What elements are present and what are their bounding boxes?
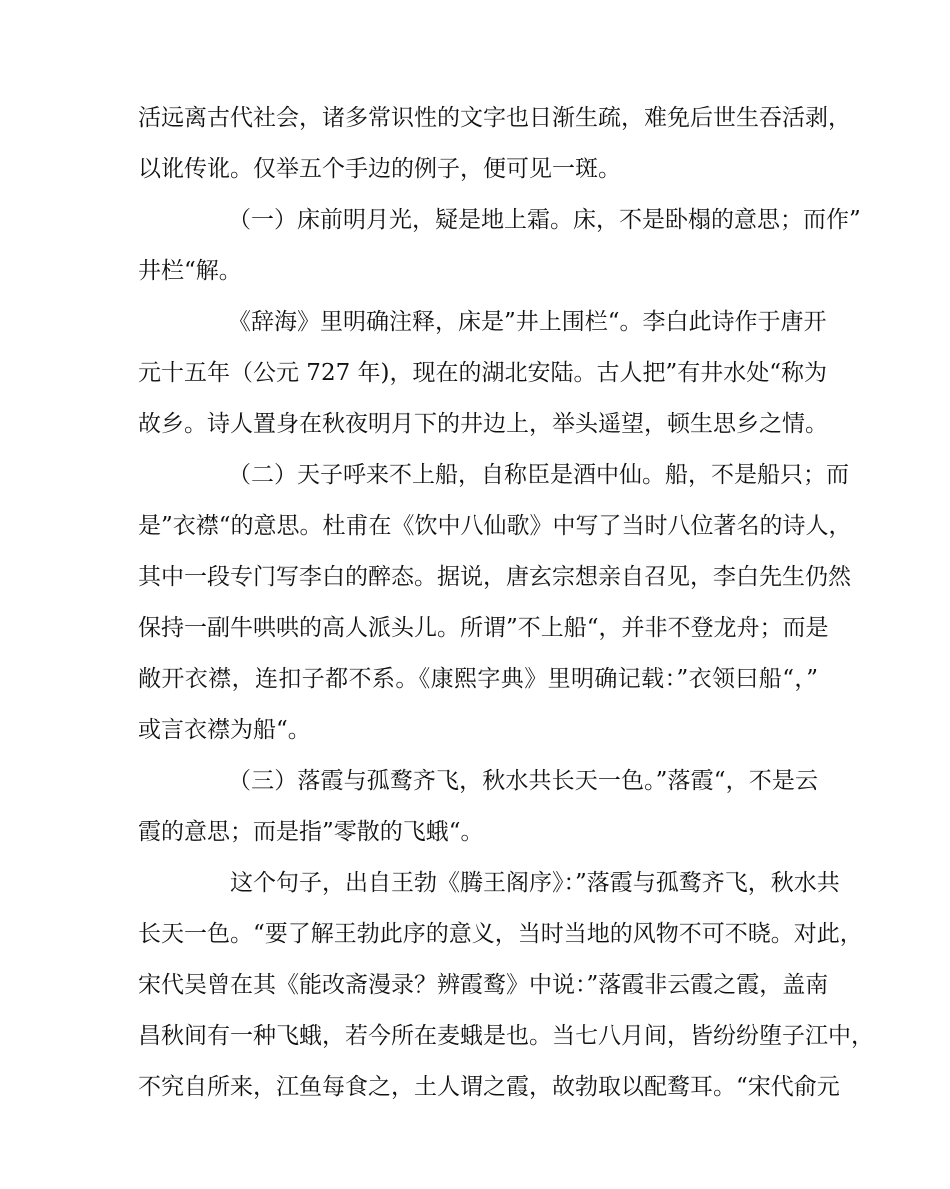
paragraph-line: （三）落霞与孤鹜齐飞，秋水共长天一色。”落霞“，不是云 [228, 768, 818, 794]
paragraph-line: （二）天子呼来不上船，自称臣是酒中仙。船，不是船只；而 [228, 462, 849, 488]
paragraph-line: 井栏“解。 [138, 258, 242, 284]
paragraph-line: 宋代吴曾在其《能改斋漫录？辨霞鹜》中说：”落霞非云霞之霞，盖南 [138, 972, 829, 998]
paragraph-line: 或言衣襟为船“。 [138, 717, 311, 743]
paragraph-line: 这个句子，出自王勃《腾王阁序》：”落霞与孤鹜齐飞，秋水共 [230, 870, 840, 896]
paragraph-line: （一）床前明月光，疑是地上霜。床，不是卧榻的意思；而作” [228, 207, 861, 233]
paragraph-line: 是”衣襟“的意思。杜甫在《饮中八仙歌》中写了当时八位著名的诗人， [138, 513, 852, 539]
paragraph-line: 以讹传讹。仅举五个手边的例子，便可见一斑。 [138, 156, 621, 182]
paragraph-line: 活远离古代社会，诸多常识性的文字也日渐生疏，难免后世生吞活剥， [138, 105, 851, 131]
paragraph-line: 不究自所来，江鱼每食之，土人谓之霞，故勃取以配鹜耳。“宋代俞元 [138, 1074, 840, 1100]
paragraph-line: 保持一副牛哄哄的高人派头儿。所谓”不上船“，并非不登龙舟；而是 [138, 615, 829, 641]
paragraph-line: 长天一色。“要了解王勃此序的意义，当时当地的风物不可不晓。对此， [138, 921, 863, 947]
paragraph-line: 昌秋间有一种飞蛾，若今所在麦蛾是也。当七八月间，皆纷纷堕子江中， [138, 1023, 874, 1049]
paragraph-line: 《辞海》里明确注释，床是”井上围栏“。李白此诗作于唐开 [228, 309, 827, 335]
paragraph-line: 敞开衣襟，连扣子都不系。《康熙字典》里明确记载：”衣领曰船“，” [138, 666, 818, 692]
paragraph-line: 霞的意思；而是指”零散的飞蛾“。 [138, 819, 484, 845]
paragraph-line: 其中一段专门写李白的醉态。据说，唐玄宗想亲自召见，李白先生仍然 [138, 564, 851, 590]
paragraph-line: 故乡。诗人置身在秋夜明月下的井边上，举头遥望，顿生思乡之情。 [138, 411, 828, 437]
paragraph-line: 元十五年（公元 727 年)，现在的湖北安陆。古人把”有井水处“称为 [138, 360, 828, 386]
